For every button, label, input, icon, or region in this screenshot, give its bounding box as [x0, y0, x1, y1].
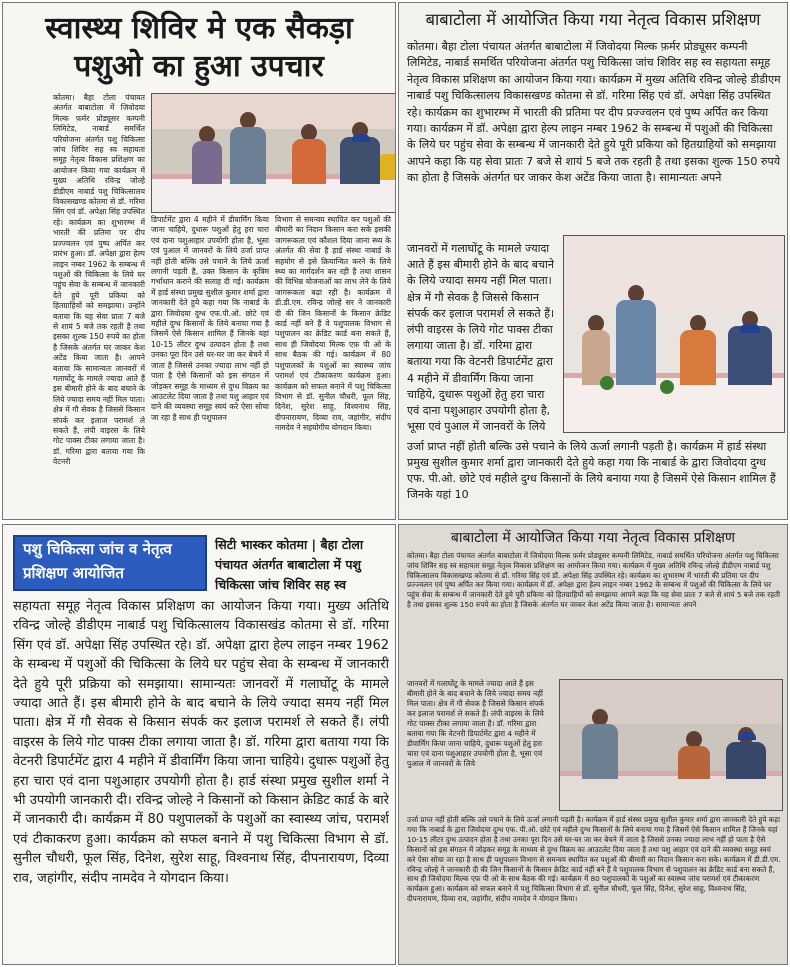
clip1-event-photo [151, 93, 396, 213]
news-clipping-4 [398, 524, 788, 965]
clip4-event-photo [559, 679, 783, 811]
clip4-lead-paragraph: कोतमा। बैहा टोला पंचायत अंतर्गत बाबाटोला में जिवोदया मिल्क फ़र्मर प्रोड्यूसर कम्पनी लिमिटेड, नाबार्ड समर्थित परियोजना अंतर्गत पशु चिकित्सा जांच शिविर सह स्व सहायता समूह नेतृत्व विकास प्रशिक्षण का आयोजन किया गया। कार्यक्रम में मुख्य अतिथि रविन्द्र जोल्हे डीडीएम नाबार्ड पशु चिकित्सालय विकासखण्ड कोतमा से डॉ. गरिमा सिंह एवं डॉ. अपेक्षा सिंह उपस्थित रहे। कार्यक्रम का शुभारम्भ में भारती की प्रतिमा पर दीप प्रज्ज्वलन एवं पुष्प अर्पित कर किया गया। कार्यक्रम में डॉ. अपेक्षा द्वारा हेल्प लाइन नम्बर 1962 के सम्बन्ध में पशुओं की चिकित्सा के लिये घर पहुंच सेवा के सम्बन्ध में जानकारी देते हुये पूरी प्रकिया को हितग्राहियों को समझाया आपने कहा कि यह सेवा प्रातः 7 बजे से शायं 5 बजे तक रहती है तथा इसका शुल्क 150 रुपये का होता है जिसके अंतर्गत घर जाकर केश अटेंड किया जाता है। सामान्यतः अपने [407, 551, 781, 609]
news-clipping-1 [2, 2, 396, 520]
clip2-headline: बाबाटोला में आयोजित किया गया नेतृत्व विकास प्रशिक्षण [425, 10, 761, 29]
clip1-headline-line1: स्वास्थ्य शिविर मे एक सैकड़ा [45, 11, 353, 46]
news-clipping-2 [398, 2, 788, 520]
clip2-event-photo [563, 235, 785, 433]
clip2-left-column: जानवरों में गलाघोंटू के मामले ज्यादा आते हैं इस बीमारी होने के बाद बचाने के लिये ज्यादा समय नहीं मिल पाता। क्षेत्र में गौ सेवक है जिससे किसान संपर्क कर इलाज परामर्श ले सकते हैं। लंपी वाइरस के लिये गोट पाक्स टीका लगाया जाता है। डॉ. गरिमा द्वारा बताया गया कि वेटनरी डिपार्टमेंट द्वारा 4 महीने में डीवार्मिंग किया जाना चाहिये, दुधारू पशुओं हेतु हरा चारा एवं दाना पशुआहार उपयोगी होता है, भूसा एवं पुआल में जानवरों के लिये [407, 242, 555, 434]
clip2-bottom-paragraph: उर्जा प्राप्त नहीं होती बल्कि उसे पचाने के लिये ऊर्जा लगानी पड़ती है। कार्यक्रम में हार्ड संस्था प्रमुख सुशील कुमार शर्मा द्वारा जानकारी देते हुये कहा गया कि नाबार्ड के द्वारा जिवोदया दुग्ध एफ. पी.ओ. छोटे एवं महीले दुग्ध किसानों के लिये बनाया गया है जिसमें ऐसे किसान शामिल हैं जिनके यहां 10 [407, 440, 776, 501]
clip1-column-1: कोतमा। बैहा टोला पंचायत अंतर्गत बाबाटोला में जिवोदया मिल्क फ़र्मर प्रोड्यूसर कम्पनी लिमिटेड, नाबार्ड समर्थित परियोजना अंतर्गत पशु चिकित्सा जांच शिविर सह स्व सहायता समूह नेतृत्व विकास प्रशिक्षण का आयोजन किया गया कार्यक्रम में मुख्य अतिथि रविन्द्र जोल्हे डीडीएम नाबार्ड पशु चिकित्सालय विकासखण्ड कोतमा से डॉ. गरिमा सिंग एवं डॉ. अपेक्षा सिंह उपस्थित रहे। कार्यक्रम का शुभारम्भ में भारती की प्रतिमा पर दीप प्रज्ज्वलन एवं पुष्प अर्पित कर प्रारंभ हुआ। डॉ. अपेक्षा द्वारा हेल्प लाइन नम्बर 1962 के सम्बन्ध में पशुओं की चिकित्सा के लिये घर पहुंच सेवा के सम्बन्ध में जानकारी देते हुये पूरी प्रकिया को हितग्राहियों को समझाया। उन्होंने बताया कि यह सेवा प्रातः 7 बजे से शायं 5 बजे तक रहती है तथा इसका शुल्क 150 रुपये का होता है जिसके अंतर्गत घर जाकर केश अटेंड किया जाता है। आपने बताया कि सामान्यतः जानवरों में गलाघोंटू के मामले ज्यादा आते हैं इस बीमारी होने के बाद बचाने के लिये ज्यादा समय नहीं मिल पाता। क्षेत्र में गौ सेवक है जिससे किसान संपर्क कर इलाज परामर्श ले सकते हैं, लंपी वाइरस के लिये गोट पाक्स टीका लगाया जाता है। डॉ. गरिमा द्वारा बताया गया कि वेटनरी [53, 93, 145, 467]
clip3-headline-line2: प्रशिक्षण आयोजित [23, 564, 124, 582]
clip4-left-column: जानवरों में गलाघोंटू के मामले ज्यादा आते हैं इस बीमारी होने के बाद बचाने के लिये ज्यादा समय नहीं मिल पाता। क्षेत्र में गौ सेवक है जिससे किसान संपर्क कर इलाज परामर्श ले सकते हैं। लंपी वाइरस के लिये गोट पाक्स टीका लगाया जाता है। डॉ. गरिमा द्वारा बताया गया कि वेटनरी डिपार्टमेंट द्वारा 4 महीने में डीवार्मिंग किया जाना चाहिये, दुधारू पशुओं हेतु हरा चारा एवं दाना पशुआहार उपयोगी होता है, भूसा एवं पुआल में जानवरों के लिये [407, 679, 544, 768]
clip3-headline-line1: पशु चिकित्सा जांच व नेतृत्व [23, 540, 172, 558]
clip1-column-2: डिपार्टमेंट द्वारा 4 महीने में डीवार्मिंग किया जाना चाहिये, दुधारू पशुओं हेतु हरा चारा एवं दाना पशुआहार उपयोगी होता है, भूसा एवं पुआल में जानवरों के लिये उर्जा प्राप्त नहीं होती बल्कि उसे पचाने के लिये ऊर्जा लगानी पड़ती है, उक्त किसान के कृत्रिम गर्भाधान कराने की सलाह दी गई। कार्यक्रम में हार्ड संस्था प्रमुख सुशील कुमार शर्मा द्वारा जानकारी देते हुये कहा गया कि नाबार्ड के द्वारा जिवोदया दुग्ध एफ.पी.ओ. छोटे एवं महीले दुग्ध किसानों के लिये बनाया गया है जिसमें ऐसे किसान शामिल हैं जिनके यहां 10-15 लीटर दुग्ध उत्पादन होता है तथा उनका पूरा दिन उसे घर-घर जा कर बेचने में जाता है जिससे उनका ज्यादा लाभ नहीं हो पाता है ऐसे किसानों को इस संगठन में जोड़कर समूह के माध्यम से दुग्ध विक्रय का आउटलेट दिया जाता है तथा पशु आहार एवं दाने की व्यवस्था समूह स्वयं करे ऐसा सोचा जा रहा है साथ ही पशुपालन [151, 215, 269, 422]
clip4-bottom-paragraph: उर्जा प्राप्त नहीं होती बल्कि उसे पचाने के लिये ऊर्जा लगानी पड़ती है। कार्यक्रम में हार्ड संस्था प्रमुख सुशील कुमार शर्मा द्वारा जानकारी देते हुये कहा गया कि नाबार्ड के द्वारा जिवोदया दुग्ध एफ. पी.ओ. छोटे एवं महीले दुग्ध किसानों के लिये बनाया गया है जिसमें ऐसे किसान शामिल हैं जिनके यहां 10-15 लीटर दुग्ध उत्पादन होता है तथा उनका पूरा दिन उसे घर-घर जा कर बेचने में जाता है जिससे उनका ज्यादा लाभ नहीं हो पाता है ऐसे किसानों को इस संगठन में जोड़कर समूह के माध्यम से दुग्ध विक्रय का आउटलेट दिया जाता है तथा पशु आहार एवं दाने की व्यवस्था समूह स्वयं करे ऐसा सोचा जा रहा है साथ ही पशुपालन विभाग से समन्वय स्थापित कर पशुओं की बीमारी का निदान किसान करा सके। कार्यक्रम में डी.डी.एम. रविन्द्र जोल्हे ने जानकारी दी की जिन किसानों के किसान क्रेडिट कार्ड नहीं बने हैं वे पशुपालक विभाग से पशुपालन का क्रेडिट कार्ड बना सकते हैं, साथ ही जिवोदया मिल्क एफ़ पी ओ के साथ बैठक की गई। कार्यक्रम में 80 पशुपालकों के पशुओं का स्वास्थ्य जांच परामर्श एवं टीकाकरण कार्यक्रम हुआ। कार्यक्रम को सफल बनाने में पशु चिकित्सा विभाग से डॉ. सुनील चौधरी, फूल सिंह, दिनेश, सुरेश साहू, विश्वनाथ सिंह, दीपनारायण, दिव्या राव, जहांगीर, संदीप नामदेव ने योगदान किया। [407, 815, 781, 904]
clip2-lead-paragraph: कोतमा। बैहा टोला पंचायत अंतर्गत बाबाटोला में जिवोदया मिल्क फ़र्मर प्रोड्यूसर कम्पनी लिमिटेड, नाबार्ड समर्थित परियोजना अंतर्गत पशु चिकित्सा जांच शिविर सह स्व सहायता समूह नेतृत्व विकास प्रशिक्षण का आयोजन किया गया। कार्यक्रम में मुख्य अतिथि रविन्द्र जोल्हे डीडीएम नाबार्ड पशु चिकित्सालय विकासखण्ड कोतमा से डॉ. गरिमा सिंह एवं डॉ. अपेक्षा सिंह उपस्थित रहे। कार्यक्रम का शुभारम्भ में भारती की प्रतिमा पर दीप प्रज्ज्वलन एवं पुष्प अर्पित कर किया गया। कार्यक्रम में डॉ. अपेक्षा द्वारा हेल्प लाइन नम्बर 1962 के सम्बन्ध में पशुओं की चिकित्सा के लिये घर पहुंच सेवा के सम्बन्ध में जानकारी देते हुये पूरी प्रकिया को हितग्राहियों को समझाया आपने कहा कि यह सेवा प्रातः 7 बजे से शायं 5 बजे तक रहती है तथा इसका शुल्क 150 रुपये का होता है जिसके अंतर्गत घर जाकर केश अटेंड किया जाता है। सामान्यतः अपने [407, 40, 781, 185]
clip1-column-3: विभाग से समन्वय स्थापित कर पशुओं की बीमारी का निदान किसान करा सके इसकी जागरूकता एवं कौशल दिया जाना स्थ्य के अंतर्गत की सेवा है हार्ड संस्था नाबार्ड के सहयोग से इसे क्रियान्वित करने के लिये स्थ्य का मार्गदर्शन कर रही है तथा शासन की विभिन्न योजनाओं का लाभ लेने के लिये जागरूकता बढ़ा रही है। कार्यक्रम में डी.डी.एम. रविन्द्र जोल्हे सर ने जानकारी दी की जिन किसानों के किसान क्रेडिट कार्ड नहीं बने हैं वे पशुपालक विभाग से पशुपालन का क्रेडिट कार्ड बना सकते हैं, साथ ही जिवोदया मिल्क एफ़ पी ओ के साथ बैठक की गई। कार्यक्रम में 80 पशुपालकों के पशुओं का स्वास्थ्य जांच परामर्श एवं टीकाकरण कार्यक्रम हुआ। कार्यक्रम को सफल बनाने में पशु चिकित्सा विभाग से डॉ. सुनील चौधरी, फूल सिंह, दिनेश, सुरेश साहू, विश्वनाथ सिंह, दीपनारायण, दिव्या राव, जहांगीर, संदीप नामदेव ने सहयोगीय योगदान किया। [275, 215, 391, 433]
clip3-body: सहायता समूह नेतृत्व विकास प्रशिक्षण का आयोजन किया गया। मुख्य अतिथि रविन्द्र जोल्हे डीडीएम नाबार्ड पशु चिकित्सालय विकासखंड कोतमा से डॉ. गरिमा सिंग एवं डॉ. अपेक्षा सिंह उपस्थित रहे। डॉ. अपेक्षा द्वारा हेल्प लाइन नम्बर 1962 के सम्बन्ध में पशुओं की चिकित्सा के लिये घर पहुंच सेवा के सम्बन्ध में जानकारी देते हुये पूरी प्रक्रिया को समझाया। सामान्यतः जानवरों में गलाघोंटू के मामले ज्यादा आते हैं। इस बीमारी होने के बाद बचाने के लिये ज्यादा समय नहीं मिल पाता। क्षेत्र में गौ सेवक से किसान संपर्क कर इलाज परामर्श ले सकते हैं। लंपी वाइरस के लिये गोट पाक्स टीका लगाया जाता है। डॉ. गरिमा द्वारा बताया गया कि वेटनरी डिपार्टमेंट द्वारा 4 महीने में डीवार्मिंग किया जाना चाहिये। दुधारू पशुओं हेतु हरा चारा एवं दाना पशुआहार उपयोगी होता है। हार्ड संस्था प्रमुख सुशील शर्मा ने भी उपयोगी जानकारी दी। रविन्द्र जोल्हे ने किसानों को किसान क्रेडिट कार्ड के बारे में जानकारी दी। कार्यक्रम में 80 पशुपालकों के पशुओं का स्वास्थ्य जांच, परामर्श एवं टीकाकरण हुआ। कार्यक्रम को सफल बनाने में पशु चिकित्सा विभाग से डॉ. सुनील चौधरी, फूल सिंह, दिनेश, सुरेश साहू, विश्वनाथ सिंह, दीपनारायण, दिव्या राव, जहांगीर, संदीप नामदेव ने योगदान किया। [13, 599, 389, 886]
clip1-headline-line2: पशुओ का हुआ उपचार [74, 49, 324, 84]
clip3-headline-label [13, 535, 207, 591]
clip3-dateline: सिटी भास्कर कोतमा | बैहा टोला पंचायत अंतर्गत बाबाटोला में पशु चिकित्सा जांच शिविर सह स्व [215, 537, 364, 592]
news-clipping-3 [2, 524, 396, 965]
clip4-headline: बाबाटोला में आयोजित किया गया नेतृत्व विकास प्रशिक्षण [450, 530, 736, 546]
